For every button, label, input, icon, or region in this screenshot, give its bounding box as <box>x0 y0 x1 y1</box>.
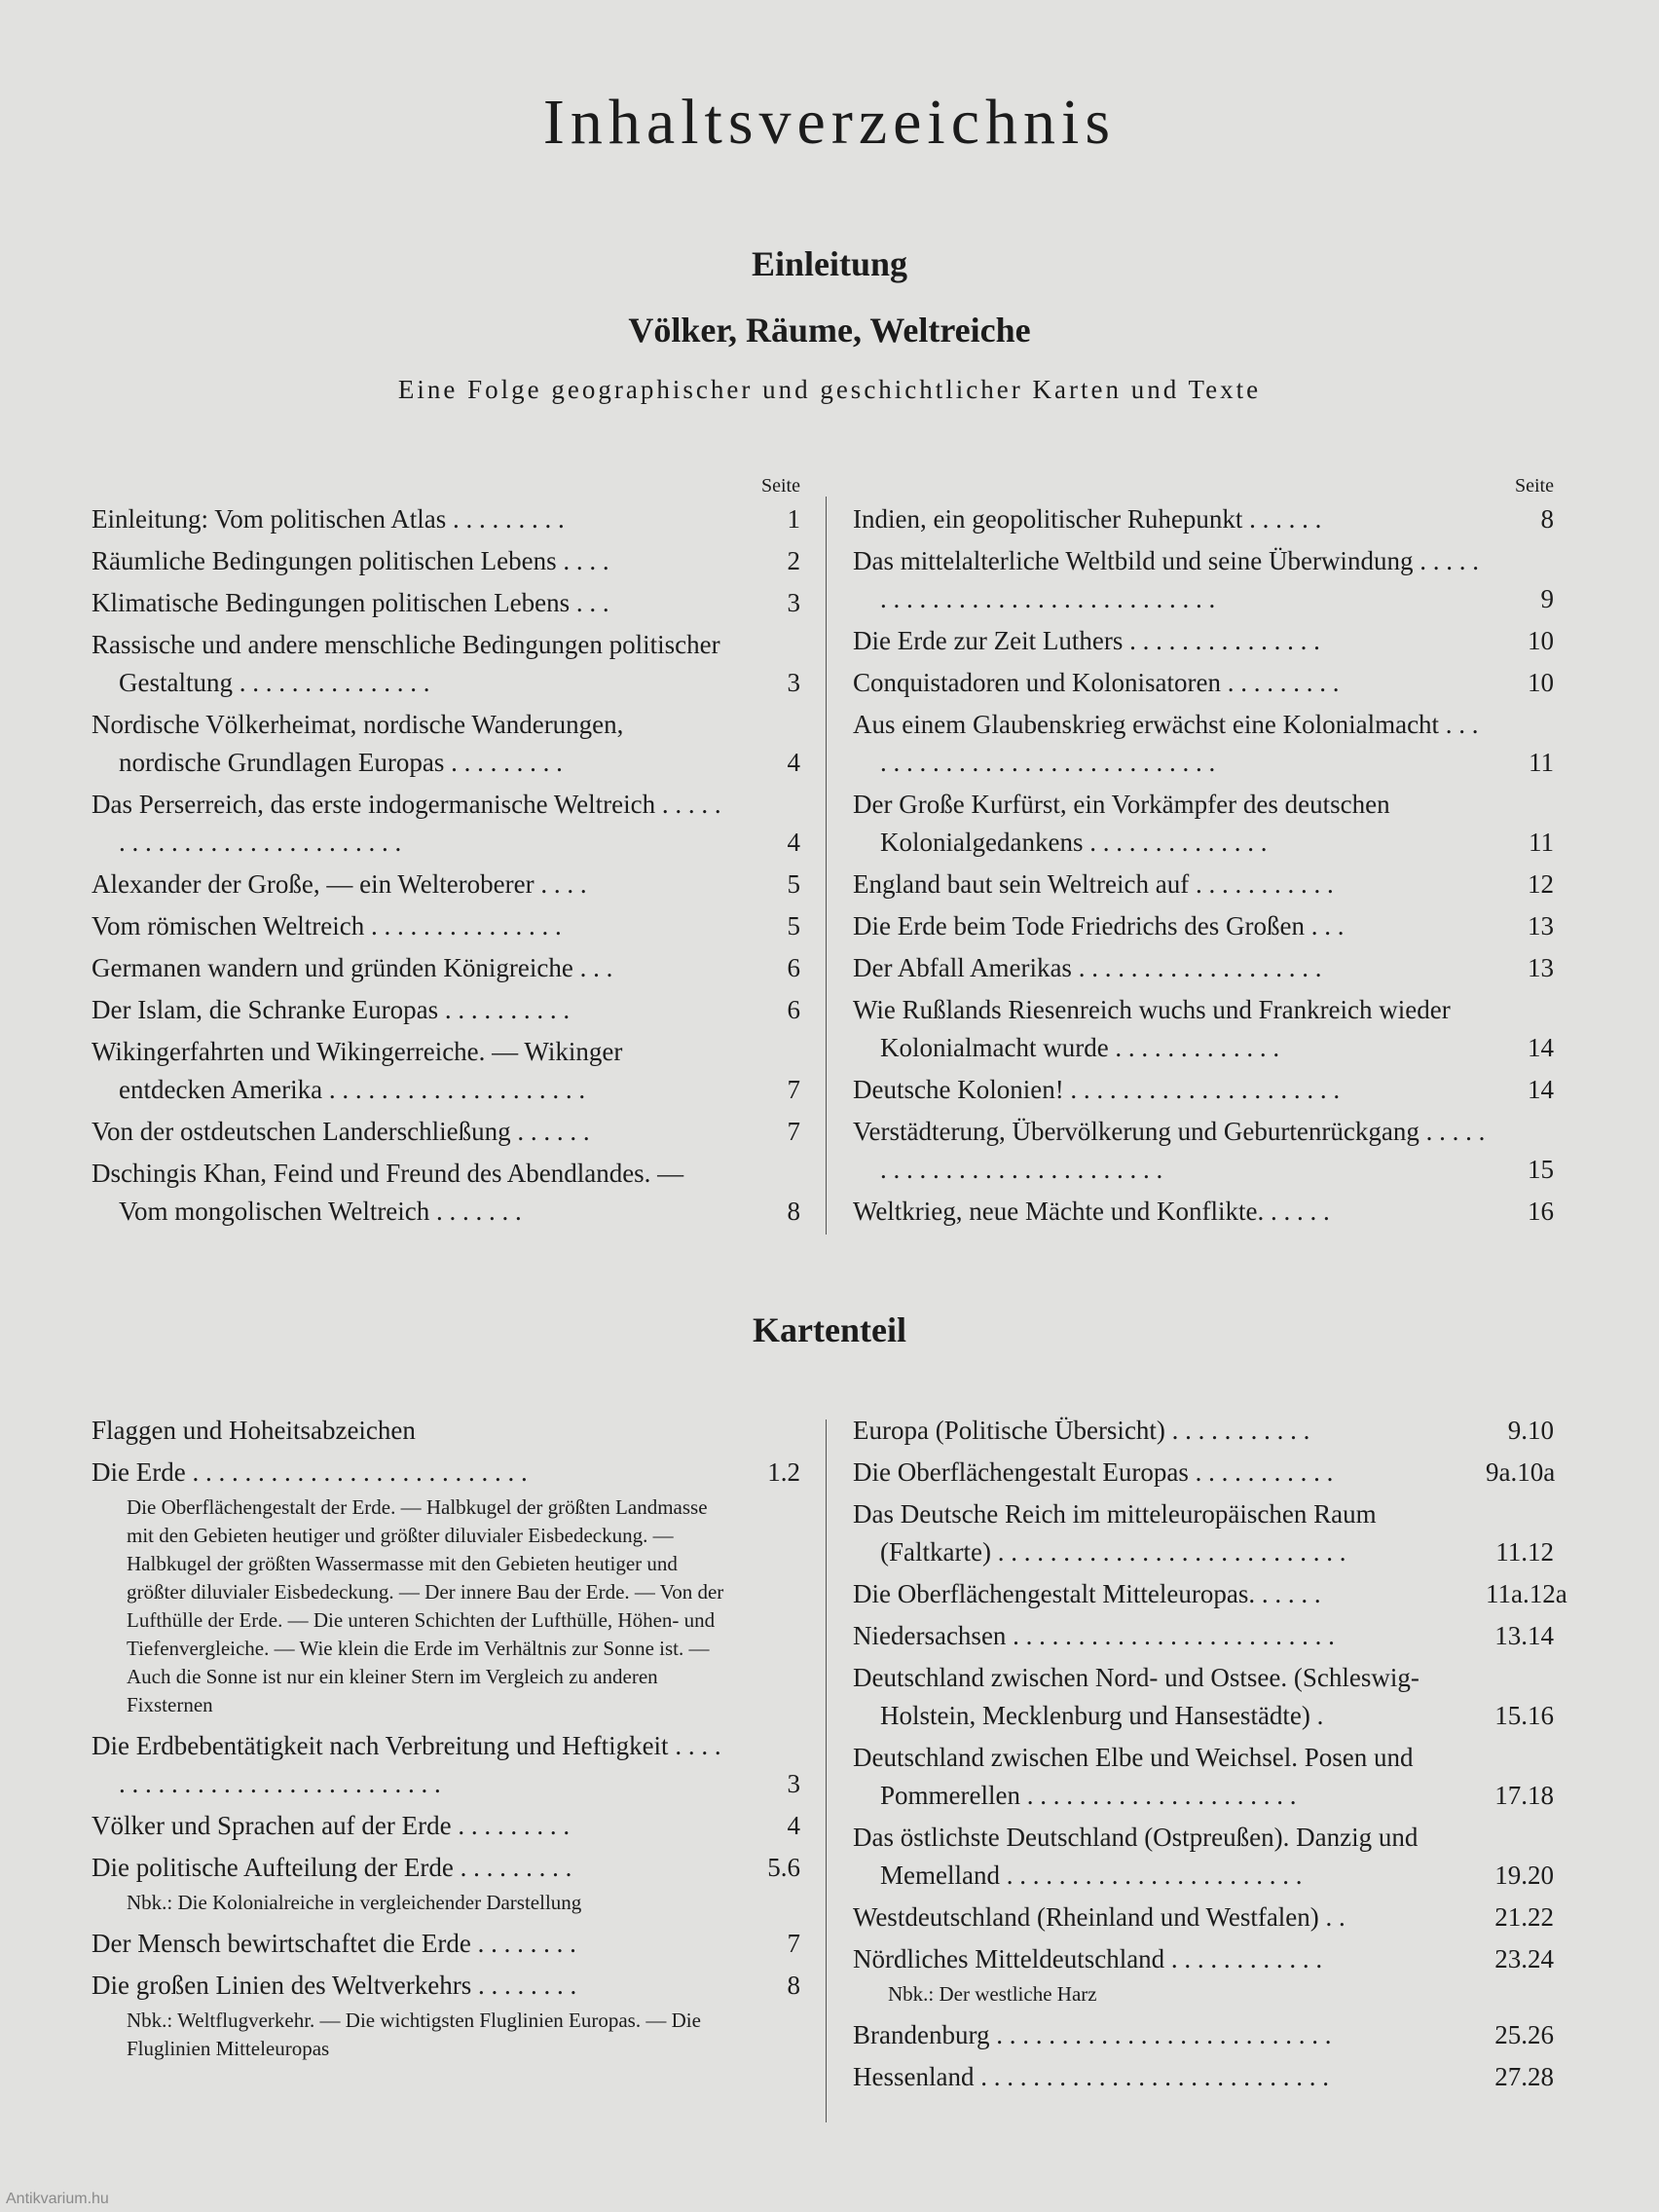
toc-entry <box>853 907 1554 945</box>
toc-entry-title: Das Perserreich, das erste indogermanische Weltreich . . . . . . . . . . . . . . . . . . . . . . . . . . . <box>92 790 721 857</box>
toc-entry <box>92 991 800 1029</box>
toc-entry-title: Flaggen und Hoheitsabzeichen <box>92 1416 416 1445</box>
toc-entry-page: 4 <box>787 748 800 777</box>
toc-entry-title: Völker und Sprachen auf der Erde . . . . . . . . . <box>92 1811 571 1840</box>
toc-entry <box>853 991 1554 1067</box>
toc-entry-title: Die Oberflächengestalt Europas . . . . . . . . . . . <box>853 1457 1334 1487</box>
toc-entry <box>92 1155 800 1231</box>
toc-entry-title: Die Oberflächengestalt Mitteleuropas. . . . . . <box>853 1579 1321 1608</box>
toc-entry-page: 21.22 <box>1494 1902 1554 1932</box>
toc-entry <box>92 949 800 987</box>
toc-entry-page: 3 <box>787 668 800 697</box>
toc-entry-title: England baut sein Weltreich auf . . . . . . . . . . . <box>853 869 1334 899</box>
karten-list-right <box>853 1412 1567 2096</box>
toc-entry-title: Nördliches Mitteldeutschland . . . . . . . . . . . . <box>853 1944 1323 1973</box>
seite-label: Seite <box>761 475 800 497</box>
toc-entry <box>853 949 1554 987</box>
karten-column-right <box>853 1412 1567 2100</box>
toc-entry-page: 23.24 <box>1494 1944 1554 1973</box>
toc-entry-title: Einleitung: Vom politischen Atlas . . . . . . . . . <box>92 504 565 534</box>
toc-entry-title: Hessenland . . . . . . . . . . . . . . . . . . . . . . . . . . . <box>853 2062 1329 2091</box>
toc-entry-page: 10 <box>1528 626 1554 655</box>
column-divider <box>826 497 827 1235</box>
toc-entry <box>853 1940 1554 1978</box>
toc-entry-title: Die Erde . . . . . . . . . . . . . . . . . . . . . . . . . . <box>92 1457 528 1487</box>
toc-entry-page: 15.16 <box>1494 1701 1554 1730</box>
toc-entry-title: Vom römischen Weltreich . . . . . . . . . . . . . . . <box>92 911 562 940</box>
toc-entry-page: 4 <box>787 1811 800 1840</box>
toc-entry-title: Westdeutschland (Rheinland und Westfalen) . . <box>853 1902 1346 1932</box>
toc-entry-page: 25.26 <box>1494 2020 1554 2049</box>
toc-entry-page: 14 <box>1528 1075 1554 1104</box>
toc-entry-title: Deutsche Kolonien! . . . . . . . . . . . . . . . . . . . . . <box>853 1075 1341 1104</box>
toc-entry-page: 10 <box>1528 668 1554 697</box>
toc-entry-title: Brandenburg . . . . . . . . . . . . . . . . . . . . . . . . . . <box>853 2020 1332 2049</box>
toc-entry-page: 5 <box>787 911 800 940</box>
seite-label: Seite <box>1515 475 1554 497</box>
toc-entry-title: Die Erde zur Zeit Luthers . . . . . . . . . . . . . . . <box>853 626 1320 655</box>
toc-entry-title: Die Erde beim Tode Friedrichs des Großen . . . <box>853 911 1345 940</box>
toc-entry <box>92 626 800 702</box>
toc-entry <box>853 622 1554 660</box>
toc-entry-title: Dschingis Khan, Feind und Freund des Abendlandes. — Vom mongolischen Weltreich . . . . . . . <box>92 1159 684 1226</box>
toc-entry <box>92 1807 800 1845</box>
toc-entry-title: Räumliche Bedingungen politischen Lebens . . . . <box>92 546 609 575</box>
toc-entry <box>853 706 1554 782</box>
toc-entry-page: 3 <box>787 1769 800 1798</box>
intro-list-left <box>92 500 800 1231</box>
toc-entry-title: Die großen Linien des Weltverkehrs . . . . . . . . <box>92 1971 577 2000</box>
toc-entry-page: 6 <box>787 995 800 1024</box>
karten-column-left <box>92 1412 800 2071</box>
toc-entry <box>853 786 1554 862</box>
toc-entry-page: 13 <box>1528 953 1554 982</box>
toc-entry-page: 11a.12a <box>1486 1579 1567 1608</box>
toc-entry-title: Die Erdbebentätigkeit nach Verbreitung und Heftigkeit . . . . . . . . . . . . . . . . . . . . . . . . . . . . . <box>92 1731 721 1798</box>
toc-entry-note: Nbk.: Die Kolonialreiche in vergleichender Darstellung <box>127 1891 582 1914</box>
toc-entry <box>92 1727 800 1803</box>
intro-subheading: Völker, Räume, Weltreiche <box>628 311 1031 350</box>
toc-entry <box>853 1193 1554 1231</box>
toc-entry-title: Rassische und andere menschliche Bedingungen politischer Gestaltung . . . . . . . . . . . . . . . <box>92 630 720 697</box>
toc-entry <box>853 866 1554 903</box>
toc-entry-title: Wikingerfahrten und Wikingerreiche. — Wikinger entdecken Amerika . . . . . . . . . . . . . . . . . . . . <box>92 1037 623 1104</box>
page-title: Inhaltsverzeichnis <box>542 87 1117 158</box>
toc-entry-title: Aus einem Glaubenskrieg erwächst eine Kolonialmacht . . . . . . . . . . . . . . . . . . . . . . . . . . . . . <box>853 710 1479 777</box>
toc-entry <box>853 1659 1554 1735</box>
toc-entry-title: Indien, ein geopolitischer Ruhepunkt . . . . . . <box>853 504 1322 534</box>
watermark: Antikvarium.hu <box>6 2191 109 2207</box>
toc-entry <box>92 1412 800 1450</box>
toc-entry-page: 17.18 <box>1494 1781 1554 1810</box>
toc-entry-title: Der Große Kurfürst, ein Vorkämpfer des deutschen Kolonialgedankens . . . . . . . . . . . . . . <box>853 790 1390 857</box>
toc-entry-page: 3 <box>787 588 800 617</box>
toc-entry <box>92 1925 800 1963</box>
toc-entry-title: Der Islam, die Schranke Europas . . . . . . . . . . <box>92 995 571 1024</box>
toc-entry-page: 5 <box>787 869 800 899</box>
toc-entry <box>853 1412 1554 1450</box>
toc-entry <box>853 664 1554 702</box>
toc-entry-page: 7 <box>787 1929 800 1958</box>
toc-entry-note: Die Oberflächengestalt der Erde. — Halbkugel der größten Landmasse mit den Gebieten heutiger und größter diluvialer Eisbedeckung. — Halbkugel der größten Wassermasse mit den Gebieten heutiger und größter diluvialer Eisbedeckung. — Der innere Bau der Erde. — Von der Lufthülle der Erde. — Die unteren Schichten der Lufthülle, Höhen- und Tiefenvergleiche. — Wie klein die Erde im Verhältnis zur Sonne ist. — Auch die Sonne ist nur ein kleiner Stern im Vergleich zu anderen Fixsternen <box>127 1495 724 1716</box>
toc-entry-page: 4 <box>787 828 800 857</box>
toc-entry-title: Der Mensch bewirtschaftet die Erde . . . . . . . . <box>92 1929 576 1958</box>
toc-entry-page: 8 <box>787 1971 800 2000</box>
karten-list-left <box>92 1412 800 2063</box>
toc-entry-title: Alexander der Große, — ein Welteroberer . . . . <box>92 869 587 899</box>
toc-entry-note: Nbk.: Der westliche Harz <box>888 1982 1097 2006</box>
toc-entry-page: 14 <box>1528 1033 1554 1062</box>
toc-entry-page: 15 <box>1528 1155 1554 1184</box>
toc-entry-page: 7 <box>787 1075 800 1104</box>
toc-entry <box>853 1739 1554 1815</box>
toc-entry-title: Conquistadoren und Kolonisatoren . . . . . . . . . <box>853 668 1340 697</box>
toc-entry-page: 1.2 <box>767 1457 800 1487</box>
toc-entry-page: 2 <box>787 546 800 575</box>
toc-entry-note: Nbk.: Weltflugverkehr. — Die wichtigsten Fluglinien Europas. — Die Fluglinien Mitteleuropas <box>127 2009 701 2060</box>
intro-list-right <box>853 500 1554 1231</box>
toc-entry-title: Die politische Aufteilung der Erde . . . . . . . . . <box>92 1853 572 1882</box>
intro-tagline: Eine Folge geographischer und geschichtlicher Karten und Texte <box>397 375 1262 404</box>
toc-entry-page: 9.10 <box>1507 1416 1554 1445</box>
toc-entry-page: 6 <box>787 953 800 982</box>
toc-entry <box>853 1899 1554 1936</box>
intro-column-right <box>853 475 1554 1235</box>
toc-entry <box>92 866 800 903</box>
toc-entry-title: Germanen wandern und gründen Königreiche . . . <box>92 953 613 982</box>
toc-entry <box>853 1495 1554 1571</box>
toc-entry-page: 5.6 <box>767 1853 800 1882</box>
toc-entry-page: 9a.10a <box>1486 1457 1556 1487</box>
toc-entry-title: Der Abfall Amerikas . . . . . . . . . . . . . . . . . . . <box>853 953 1322 982</box>
toc-entry <box>92 1454 800 1492</box>
toc-entry <box>853 1617 1554 1655</box>
toc-entry <box>92 1033 800 1109</box>
toc-entry-page: 13.14 <box>1494 1621 1554 1650</box>
toc-entry-page: 13 <box>1528 911 1554 940</box>
toc-entry-page: 11.12 <box>1495 1537 1554 1567</box>
toc-entry-title: Niedersachsen . . . . . . . . . . . . . . . . . . . . . . . . . <box>853 1621 1335 1650</box>
toc-entry-page: 11 <box>1529 748 1554 777</box>
toc-entry-title: Europa (Politische Übersicht) . . . . . . . . . . . <box>853 1416 1310 1445</box>
toc-entry-title: Klimatische Bedingungen politischen Lebens . . . <box>92 588 609 617</box>
toc-entry-title: Von der ostdeutschen Landerschließung . . . . . . <box>92 1117 590 1146</box>
karten-heading: Kartenteil <box>753 1310 906 1349</box>
toc-entry <box>92 706 800 782</box>
toc-entry <box>853 542 1554 618</box>
toc-entry-page: 9 <box>1540 584 1554 613</box>
toc-entry-page: 1 <box>787 504 800 534</box>
intro-heading: Einleitung <box>751 244 908 283</box>
toc-entry <box>92 1967 800 2005</box>
toc-entry-title: Verstädterung, Übervölkerung und Geburtenrückgang . . . . . . . . . . . . . . . . . . . . . . . . . . . <box>853 1117 1486 1184</box>
toc-entry <box>92 584 800 622</box>
toc-entry-page: 7 <box>787 1117 800 1146</box>
toc-entry-page: 16 <box>1528 1197 1554 1226</box>
toc-entry-title: Wie Rußlands Riesenreich wuchs und Frankreich wieder Kolonialmacht wurde . . . . . . . . . . . . . <box>853 995 1451 1062</box>
toc-entry-page: 19.20 <box>1494 1861 1554 1890</box>
toc-entry-page: 12 <box>1528 869 1554 899</box>
intro-column-left <box>92 475 800 1235</box>
toc-entry <box>853 1071 1554 1109</box>
toc-entry <box>853 1454 1554 1492</box>
toc-entry-title: Das östlichste Deutschland (Ostpreußen). Danzig und Memelland . . . . . . . . . . . . . . . . . . . . . . . <box>853 1823 1419 1890</box>
toc-entry <box>92 907 800 945</box>
toc-entry <box>853 1819 1554 1895</box>
toc-entry <box>853 500 1554 538</box>
toc-entry <box>92 500 800 538</box>
toc-entry-title: Das Deutsche Reich im mitteleuropäischen Raum (Faltkarte) . . . . . . . . . . . . . . . . . . . . . . . . . . . <box>853 1499 1377 1567</box>
toc-entry <box>853 2058 1554 2096</box>
toc-entry-page: 11 <box>1529 828 1554 857</box>
toc-entry-title: Deutschland zwischen Nord- und Ostsee. (Schleswig-Holstein, Mecklenburg und Hansestädte) . <box>853 1663 1419 1730</box>
toc-entry <box>853 2016 1554 2054</box>
toc-entry-title: Deutschland zwischen Elbe und Weichsel. Posen und Pommerellen . . . . . . . . . . . . . . . . . . . . . <box>853 1743 1414 1810</box>
toc-entry-page: 8 <box>1540 504 1554 534</box>
toc-entry <box>853 1113 1554 1189</box>
toc-entry <box>92 1113 800 1151</box>
toc-entry-title: Nordische Völkerheimat, nordische Wanderungen, nordische Grundlagen Europas . . . . . . . . . <box>92 710 624 777</box>
column-divider <box>826 1419 827 2122</box>
toc-entry <box>92 786 800 862</box>
toc-entry <box>92 1849 800 1887</box>
toc-entry <box>92 542 800 580</box>
toc-entry-title: Weltkrieg, neue Mächte und Konflikte. . . . . . <box>853 1197 1330 1226</box>
toc-entry <box>853 1575 1567 1613</box>
toc-entry-page: 8 <box>787 1197 800 1226</box>
toc-entry-page: 27.28 <box>1494 2062 1554 2091</box>
toc-entry-title: Das mittelalterliche Weltbild und seine Überwindung . . . . . . . . . . . . . . . . . . . . . . . . . . . . . . . <box>853 546 1479 613</box>
